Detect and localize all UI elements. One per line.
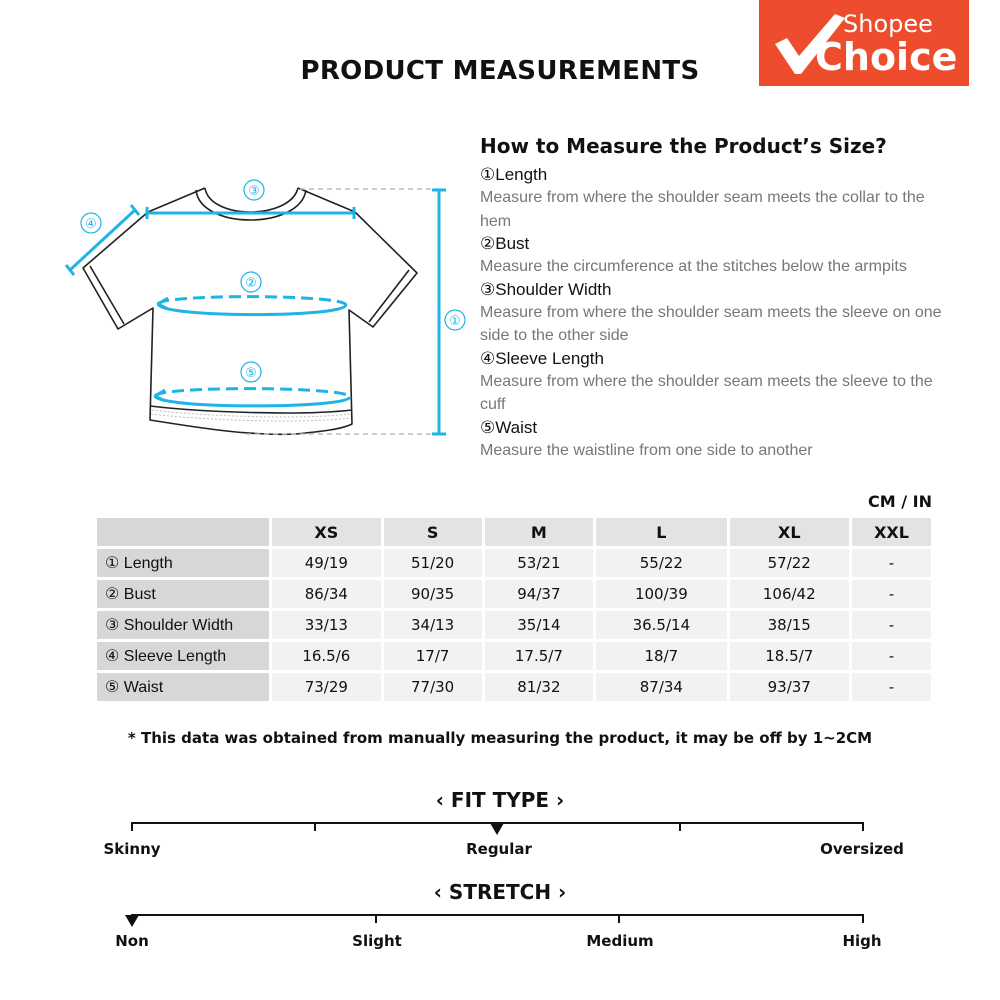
howto-term: ⑤Waist <box>480 417 538 437</box>
table-cell: 36.5/14 <box>596 611 726 639</box>
table-row <box>97 580 931 608</box>
table-cell: 17/7 <box>384 642 482 670</box>
table-cell: - <box>852 673 931 701</box>
badge-label: Choice <box>815 35 958 79</box>
howto-term: ④Sleeve Length <box>480 348 604 368</box>
table-cell: 81/32 <box>485 673 594 701</box>
table-cell: 100/39 <box>596 580 726 608</box>
size-header: XXL <box>852 518 931 546</box>
marker-shoulder <box>244 180 264 200</box>
marker-waist-label: ⑤ <box>245 366 257 381</box>
marker-bust <box>241 272 261 292</box>
table-cell: 34/13 <box>384 611 482 639</box>
table-cell: 94/37 <box>485 580 594 608</box>
howto-item <box>480 279 950 348</box>
howto-item <box>480 417 950 463</box>
fit-type-indicator <box>490 823 504 835</box>
table-cell: 77/30 <box>384 673 482 701</box>
howto-item <box>480 164 950 233</box>
table-header-row <box>97 518 931 546</box>
table-row <box>97 673 931 701</box>
size-header: L <box>596 518 726 546</box>
size-table <box>94 515 934 704</box>
table-cell: 18.5/7 <box>730 642 850 670</box>
row-label: ③ Shoulder Width <box>97 611 269 639</box>
howto-desc: Measure the circumference at the stitches below the armpits <box>480 258 907 275</box>
howto-desc: Measure from where the shoulder seam meets the sleeve on one side to the other side <box>480 303 942 344</box>
howto-heading: How to Measure the Product’s Size? <box>480 134 887 158</box>
table-cell: 38/15 <box>730 611 850 639</box>
tshirt-diagram <box>60 170 480 450</box>
table-cell: 57/22 <box>730 549 850 577</box>
table-cell: 18/7 <box>596 642 726 670</box>
stretch-label-medium: Medium <box>586 932 654 950</box>
table-cell: 55/22 <box>596 549 726 577</box>
stretch-title: ‹ STRETCH › <box>433 880 567 904</box>
stretch-label-non: Non <box>115 932 149 950</box>
row-label: ④ Sleeve Length <box>97 642 269 670</box>
fit-label-skinny: Skinny <box>103 840 161 858</box>
badge-brand: Shopee <box>843 10 933 38</box>
page-title: PRODUCT MEASUREMENTS <box>300 56 700 86</box>
table-cell: 17.5/7 <box>485 642 594 670</box>
size-header: XS <box>272 518 381 546</box>
stretch-label-slight: Slight <box>352 932 402 950</box>
measurement-note: * This data was obtained from manually measuring the product, it may be off by 1~2CM <box>127 729 873 747</box>
fit-label-oversized: Oversized <box>820 840 904 858</box>
table-row <box>97 611 931 639</box>
table-cell: 33/13 <box>272 611 381 639</box>
fit-type-ruler <box>0 818 1000 838</box>
table-cell: 90/35 <box>384 580 482 608</box>
table-cell: 35/14 <box>485 611 594 639</box>
row-label: ⑤ Waist <box>97 673 269 701</box>
table-cell: 93/37 <box>730 673 850 701</box>
unit-label: CM / IN <box>868 492 932 511</box>
table-cell: 49/19 <box>272 549 381 577</box>
fit-type-title: ‹ FIT TYPE › <box>435 788 565 812</box>
table-cell: - <box>852 642 931 670</box>
row-label: ② Bust <box>97 580 269 608</box>
table-row <box>97 642 931 670</box>
table-cell: 53/21 <box>485 549 594 577</box>
table-row <box>97 549 931 577</box>
marker-length-label: ① <box>449 314 461 329</box>
marker-waist <box>241 362 261 382</box>
howto-term: ②Bust <box>480 234 530 253</box>
howto-item <box>480 348 950 417</box>
stretch-ruler <box>0 910 1000 930</box>
table-cell: - <box>852 580 931 608</box>
stretch-indicator <box>125 915 139 927</box>
size-header: M <box>485 518 594 546</box>
stretch-label-high: High <box>842 932 882 950</box>
table-cell: 86/34 <box>272 580 381 608</box>
table-cell: 87/34 <box>596 673 726 701</box>
table-cell: 16.5/6 <box>272 642 381 670</box>
size-header: S <box>384 518 482 546</box>
howto-term: ①Length <box>480 165 548 184</box>
howto-desc: Measure from where the shoulder seam meets the collar to the hem <box>480 189 925 230</box>
marker-bust-label: ② <box>245 276 257 291</box>
howto-term: ③Shoulder Width <box>480 279 612 299</box>
table-cell: - <box>852 549 931 577</box>
howto-desc: Measure from where the shoulder seam meets the sleeve to the cuff <box>480 372 933 413</box>
table-cell: - <box>852 611 931 639</box>
howto-desc: Measure the waistline from one side to another <box>480 441 813 459</box>
marker-shoulder-label: ③ <box>248 184 260 199</box>
table-cell: 51/20 <box>384 549 482 577</box>
table-cell: 73/29 <box>272 673 381 701</box>
howto-item <box>480 233 950 279</box>
table-corner <box>97 518 269 546</box>
table-cell: 106/42 <box>730 580 850 608</box>
marker-sleeve-label: ④ <box>85 217 97 232</box>
how-to-measure <box>480 134 950 462</box>
marker-length <box>445 310 465 330</box>
size-header: XL <box>730 518 850 546</box>
marker-sleeve <box>81 213 101 233</box>
fit-label-regular: Regular <box>466 840 532 858</box>
row-label: ① Length <box>97 549 269 577</box>
